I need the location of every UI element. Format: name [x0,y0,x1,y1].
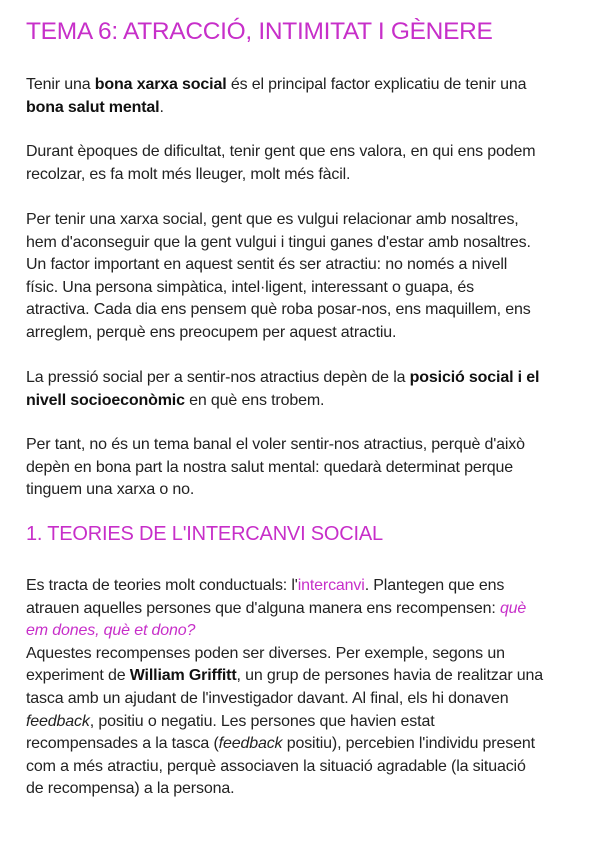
text-span: positiu), percebien l'individu present [282,735,535,753]
text-span: La pressió social per a sentir-nos atractius depèn de la [26,369,410,386]
italic-term: feedback [218,735,283,753]
text-span: . Plantegen que ens [364,577,505,594]
text-line [26,74,582,97]
text-line [26,733,582,756]
paragraph-attractiveness [26,209,582,345]
text-line: Aquestes recompenses poden ser diverses. Per exemple, segons un [26,644,505,662]
text-line: recolzar, es fa molt més lleuger, molt més fàcil. [26,165,351,183]
text-line: de recompensa) a la persona. [26,780,235,798]
text-line: hem d'aconseguir que la gent vulgui i tingui ganes d'estar amb nosaltres. [26,233,531,251]
text-line: Per tenir una xarxa social, gent que es vulgui relacionar amb nosaltres, [26,211,519,228]
text-line: Un factor important en aquest sentit és ser atractiu: no només a nivell [26,256,508,274]
paragraph-exchange-theory [26,575,582,801]
text-span: . [159,98,164,116]
text-span: , un grup de persones havia de realitzar una [236,667,544,685]
paragraph-intro [26,74,582,119]
paragraph-social-pressure [26,367,582,412]
bold-term: William Griffitt [129,667,237,685]
text-line [26,97,582,120]
text-line [26,367,582,390]
bold-term: nivell socioeconòmic [26,391,185,409]
page-title: TEMA 6: ATRACCIÓ, INTIMITAT I GÈNERE [26,18,493,45]
text-line: Durant èpoques de dificultat, tenir gent que ens valora, en qui ens podem [26,143,536,160]
text-line: depèn en bona part la nostra salut mental: quedarà determinat perque [26,458,514,476]
bold-term: bona salut mental [26,98,160,116]
text-line: tinguem una xarxa o no. [26,481,195,499]
text-span: atrauen aquelles persones que d'alguna manera ens recompensen: [26,599,500,617]
text-span: és el principal factor explicatiu de tenir una [226,76,527,93]
text-line: físic. Una persona simpàtica, intel·ligent, interessant o guapa, és [26,278,474,296]
paragraph-difficulty [26,141,582,186]
text-line [26,598,582,621]
highlight-quote: què [499,599,527,617]
section-title: 1. TEORIES DE L'INTERCANVI SOCIAL [26,523,383,545]
text-line [26,575,582,598]
bold-term: posició social i el [409,369,540,386]
highlight-term: intercanvi [297,577,365,594]
text-line: Per tant, no és un tema banal el voler sentir-nos atractius, perquè d'això [26,436,525,453]
bold-term: bona xarxa social [94,76,227,93]
text-line [26,711,582,734]
text-span: experiment de [26,667,130,685]
text-span: , positiu o negatiu. Les persones que havien estat [89,712,435,730]
highlight-quote: em dones, què et dono? [26,622,196,640]
text-line: arreglem, perquè ens preocupem per aquest atractiu. [26,323,397,341]
text-line: atractiva. Cada dia ens pensem què roba posar-nos, ens maquillem, ens [26,301,531,319]
paragraph-conclusion [26,434,582,502]
text-span: recompensades a la tasca ( [26,735,219,753]
text-line [26,390,582,413]
text-span: en què ens trobem. [184,391,325,409]
text-line: com a més atractiu, perquè associaven la situació agradable (la situació [26,757,526,775]
text-span: Tenir una [26,76,95,93]
text-span: Es tracta de teories molt conductuals: l' [26,577,298,594]
italic-term: feedback [26,712,90,730]
text-line [26,665,582,688]
text-line: tasca amb un ajudant de l'investigador davant. Al final, els hi donaven [26,689,509,707]
